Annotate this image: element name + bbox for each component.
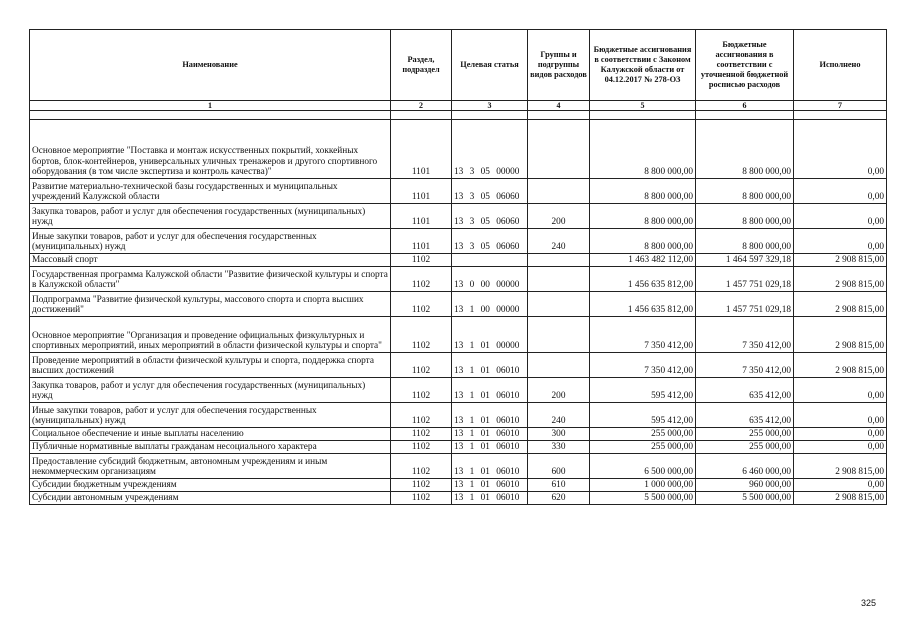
row-revised: 1 457 751 029,18 xyxy=(696,267,794,292)
row-law: 255 000,00 xyxy=(590,428,696,441)
row-group: 300 xyxy=(528,428,590,441)
row-group: 200 xyxy=(528,204,590,229)
row-revised: 255 000,00 xyxy=(696,428,794,441)
empty-cell xyxy=(30,111,391,120)
row-section: 1102 xyxy=(391,292,452,317)
row-law: 1 000 000,00 xyxy=(590,479,696,492)
row-executed: 0,00 xyxy=(794,403,887,428)
row-executed: 2 908 815,00 xyxy=(794,292,887,317)
row-target: 13 1 01 06010 xyxy=(452,492,528,505)
row-law: 5 500 000,00 xyxy=(590,492,696,505)
row-revised: 8 800 000,00 xyxy=(696,229,794,254)
column-number: 3 xyxy=(452,101,528,111)
header-law: Бюджетные ассигнования в соответствии с Законом Калужской области от 04.12.2017 № 278-ОЗ xyxy=(590,30,696,101)
row-law: 6 500 000,00 xyxy=(590,454,696,479)
row-section: 1102 xyxy=(391,492,452,505)
row-group: 330 xyxy=(528,441,590,454)
empty-cell xyxy=(590,111,696,120)
row-name: Социальное обеспечение и иные выплаты населению xyxy=(30,428,391,441)
table-row xyxy=(30,254,887,267)
row-law: 8 800 000,00 xyxy=(590,179,696,204)
row-law: 8 800 000,00 xyxy=(590,204,696,229)
page-number: 325 xyxy=(861,598,877,608)
header-revised: Бюджетные ассигнования в соответствии с уточненной бюджетной росписью расходов xyxy=(696,30,794,101)
header-row xyxy=(30,30,887,101)
row-executed: 0,00 xyxy=(794,120,887,179)
row-name: Субсидии автономным учреждениям xyxy=(30,492,391,505)
row-section: 1102 xyxy=(391,454,452,479)
row-executed: 2 908 815,00 xyxy=(794,492,887,505)
empty-cell xyxy=(528,111,590,120)
row-section: 1102 xyxy=(391,441,452,454)
row-group xyxy=(528,317,590,353)
row-target: 13 1 01 06010 xyxy=(452,353,528,378)
row-revised: 635 412,00 xyxy=(696,378,794,403)
row-name: Подпрограмма "Развитие физической культуры, массового спорта и спорта высших достижений" xyxy=(30,292,391,317)
row-law: 255 000,00 xyxy=(590,441,696,454)
row-name: Публичные нормативные выплаты гражданам несоциального характера xyxy=(30,441,391,454)
row-section: 1101 xyxy=(391,120,452,179)
row-target: 13 1 01 00000 xyxy=(452,317,528,353)
column-number: 1 xyxy=(30,101,391,111)
row-section: 1102 xyxy=(391,479,452,492)
header-executed: Исполнено xyxy=(794,30,887,101)
table-row xyxy=(30,441,887,454)
table-row xyxy=(30,267,887,292)
table-row xyxy=(30,403,887,428)
row-executed: 0,00 xyxy=(794,204,887,229)
row-target: 13 1 01 06010 xyxy=(452,441,528,454)
row-executed: 0,00 xyxy=(794,179,887,204)
row-group xyxy=(528,120,590,179)
spacer-row xyxy=(30,111,887,120)
row-target xyxy=(452,254,528,267)
table-row xyxy=(30,292,887,317)
row-group: 610 xyxy=(528,479,590,492)
column-number: 4 xyxy=(528,101,590,111)
row-revised: 255 000,00 xyxy=(696,441,794,454)
row-name: Основное мероприятие "Поставка и монтаж искусственных покрытий, хоккейных бортов, блок-контейнеров, универсальных уличных тренажеров и другого спортивного оборудования (в том числе экспертиза и контроль качества)" xyxy=(30,120,391,179)
row-executed: 2 908 815,00 xyxy=(794,254,887,267)
column-number: 5 xyxy=(590,101,696,111)
row-law: 7 350 412,00 xyxy=(590,353,696,378)
row-section: 1102 xyxy=(391,267,452,292)
row-section: 1101 xyxy=(391,204,452,229)
row-name: Закупка товаров, работ и услуг для обеспечения государственных (муниципальных) нужд xyxy=(30,378,391,403)
row-name: Массовый спорт xyxy=(30,254,391,267)
row-target: 13 1 01 06010 xyxy=(452,403,528,428)
row-name: Предоставление субсидий бюджетным, автономным учреждениям и иным некоммерческим организациям xyxy=(30,454,391,479)
row-group xyxy=(528,292,590,317)
row-revised: 1 464 597 329,18 xyxy=(696,254,794,267)
row-group xyxy=(528,353,590,378)
header-name: Наименование xyxy=(30,30,391,101)
row-law: 8 800 000,00 xyxy=(590,229,696,254)
row-group: 240 xyxy=(528,403,590,428)
column-number: 2 xyxy=(391,101,452,111)
row-revised: 635 412,00 xyxy=(696,403,794,428)
row-revised: 8 800 000,00 xyxy=(696,179,794,204)
row-target: 13 3 05 00000 xyxy=(452,120,528,179)
column-number-row xyxy=(30,101,887,111)
row-law: 8 800 000,00 xyxy=(590,120,696,179)
table-row xyxy=(30,353,887,378)
empty-cell xyxy=(696,111,794,120)
row-section: 1102 xyxy=(391,353,452,378)
row-target: 13 1 01 06010 xyxy=(452,479,528,492)
row-executed: 2 908 815,00 xyxy=(794,454,887,479)
table-row xyxy=(30,454,887,479)
row-section: 1102 xyxy=(391,254,452,267)
row-section: 1102 xyxy=(391,317,452,353)
row-revised: 7 350 412,00 xyxy=(696,353,794,378)
row-executed: 0,00 xyxy=(794,441,887,454)
table-row xyxy=(30,317,887,353)
row-target: 13 3 05 06060 xyxy=(452,204,528,229)
row-group: 200 xyxy=(528,378,590,403)
row-name: Государственная программа Калужской области "Развитие физической культуры и спорта в Калужской области" xyxy=(30,267,391,292)
row-revised: 7 350 412,00 xyxy=(696,317,794,353)
row-section: 1101 xyxy=(391,179,452,204)
header-groups: Группы и подгруппы видов расходов xyxy=(528,30,590,101)
table-row xyxy=(30,229,887,254)
row-target: 13 1 01 06010 xyxy=(452,454,528,479)
row-target: 13 1 01 06010 xyxy=(452,378,528,403)
column-number: 6 xyxy=(696,101,794,111)
row-revised: 8 800 000,00 xyxy=(696,204,794,229)
row-name: Проведение мероприятий в области физической культуры и спорта, поддержка спорта высших достижений xyxy=(30,353,391,378)
row-name: Основное мероприятие "Организация и проведение официальных физкультурных и спортивных мероприятий, иных мероприятий в области физической культуры и спорта" xyxy=(30,317,391,353)
table-row xyxy=(30,479,887,492)
row-revised: 8 800 000,00 xyxy=(696,120,794,179)
row-revised: 6 460 000,00 xyxy=(696,454,794,479)
table-row xyxy=(30,492,887,505)
row-target: 13 3 05 06060 xyxy=(452,229,528,254)
budget-table xyxy=(29,29,887,505)
row-executed: 2 908 815,00 xyxy=(794,267,887,292)
empty-cell xyxy=(391,111,452,120)
row-section: 1102 xyxy=(391,428,452,441)
row-group: 620 xyxy=(528,492,590,505)
row-target: 13 1 01 06010 xyxy=(452,428,528,441)
header-section: Раздел, подраздел xyxy=(391,30,452,101)
row-law: 1 463 482 112,00 xyxy=(590,254,696,267)
header-target: Целевая статья xyxy=(452,30,528,101)
row-name: Развитие материально-технической базы государственных и муниципальных учреждений Калужской области xyxy=(30,179,391,204)
row-executed: 0,00 xyxy=(794,378,887,403)
row-executed: 0,00 xyxy=(794,479,887,492)
row-executed: 2 908 815,00 xyxy=(794,353,887,378)
row-revised: 5 500 000,00 xyxy=(696,492,794,505)
row-target: 13 0 00 00000 xyxy=(452,267,528,292)
row-executed: 0,00 xyxy=(794,428,887,441)
row-section: 1101 xyxy=(391,229,452,254)
row-target: 13 1 00 00000 xyxy=(452,292,528,317)
row-executed: 0,00 xyxy=(794,229,887,254)
row-law: 595 412,00 xyxy=(590,378,696,403)
table-row xyxy=(30,204,887,229)
row-group xyxy=(528,254,590,267)
row-name: Иные закупки товаров, работ и услуг для обеспечения государственных (муниципальных) нужд xyxy=(30,403,391,428)
row-name: Иные закупки товаров, работ и услуг для обеспечения государственных (муниципальных) нужд xyxy=(30,229,391,254)
row-law: 595 412,00 xyxy=(590,403,696,428)
row-section: 1102 xyxy=(391,403,452,428)
empty-cell xyxy=(452,111,528,120)
row-group: 240 xyxy=(528,229,590,254)
row-law: 1 456 635 812,00 xyxy=(590,292,696,317)
row-revised: 960 000,00 xyxy=(696,479,794,492)
row-group xyxy=(528,179,590,204)
row-name: Субсидии бюджетным учреждениям xyxy=(30,479,391,492)
table-row xyxy=(30,378,887,403)
row-group xyxy=(528,267,590,292)
empty-cell xyxy=(794,111,887,120)
row-law: 1 456 635 812,00 xyxy=(590,267,696,292)
table-row xyxy=(30,179,887,204)
table-row xyxy=(30,120,887,179)
row-revised: 1 457 751 029,18 xyxy=(696,292,794,317)
row-target: 13 3 05 06060 xyxy=(452,179,528,204)
row-name: Закупка товаров, работ и услуг для обеспечения государственных (муниципальных) нужд xyxy=(30,204,391,229)
row-section: 1102 xyxy=(391,378,452,403)
row-group: 600 xyxy=(528,454,590,479)
column-number: 7 xyxy=(794,101,887,111)
row-executed: 2 908 815,00 xyxy=(794,317,887,353)
table-row xyxy=(30,428,887,441)
row-law: 7 350 412,00 xyxy=(590,317,696,353)
